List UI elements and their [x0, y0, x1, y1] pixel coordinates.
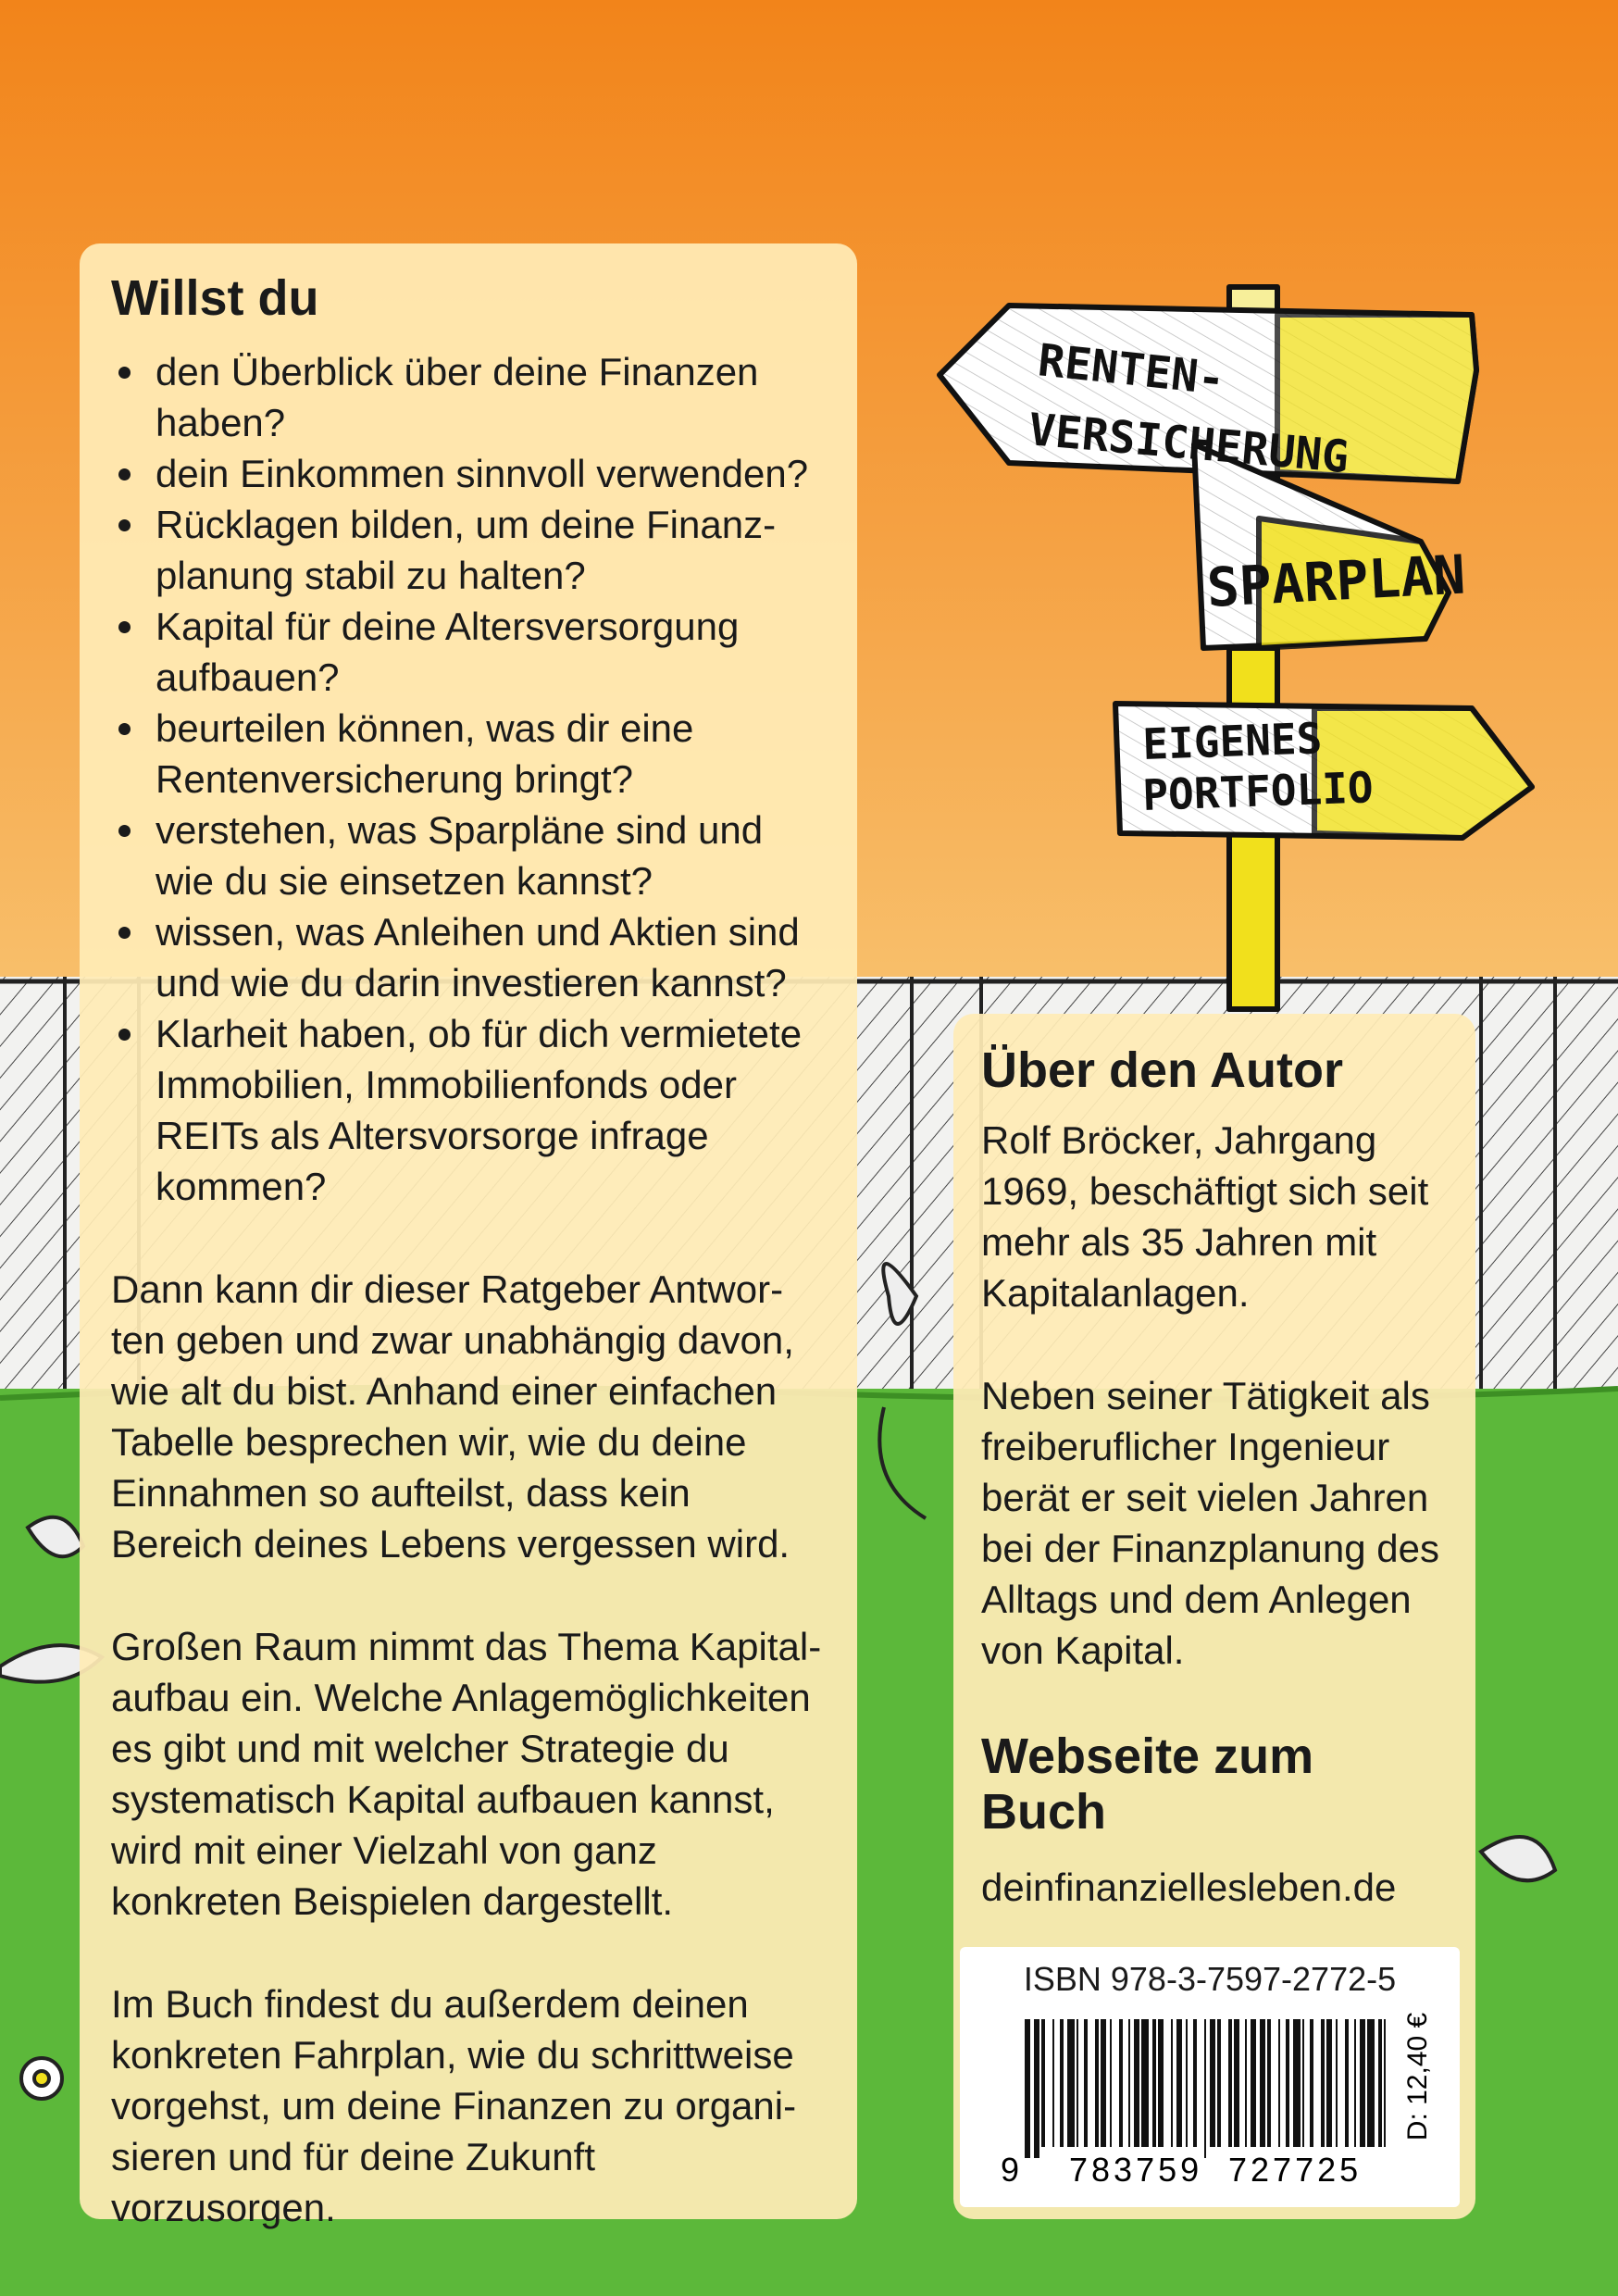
barcode-bar — [1378, 2019, 1382, 2147]
bullet-dot-icon — [118, 519, 131, 531]
list-item — [111, 906, 826, 1008]
barcode-bar — [1384, 2019, 1386, 2147]
sign-1-line-2: VERSICHERUNG — [1026, 404, 1351, 484]
barcode-bar — [1204, 2019, 1206, 2158]
barcode-bar — [1360, 2019, 1365, 2147]
barcode-digit-first: 9 — [1001, 2151, 1020, 2189]
intro-panel — [80, 243, 857, 2230]
list-item — [111, 703, 826, 805]
barcode-bar — [1128, 2019, 1130, 2147]
bullet-dot-icon — [118, 1029, 131, 1041]
list-item — [111, 601, 826, 703]
list-item — [111, 346, 826, 448]
intro-heading: Willst du — [111, 270, 319, 326]
barcode-box: ISBN 978-3-7597-2772-5 9 783759 727725 D: 12,40 € — [960, 1947, 1460, 2207]
barcode-bar — [1067, 2019, 1075, 2147]
list-item-text: Rücklagen bilden, um deine Finanz-planung stabil zu halten? — [156, 503, 777, 598]
barcode-bar — [1326, 2019, 1332, 2147]
barcode-bar — [1084, 2019, 1088, 2147]
bullet-dot-icon — [118, 468, 131, 480]
list-item-text: dein Einkommen sinnvoll verwenden? — [156, 452, 809, 496]
barcode-image — [1025, 2019, 1386, 2158]
barcode-bar — [1141, 2019, 1149, 2147]
about-paragraph-2: Neben seiner Tätigkeit als freiberuflicher Ingenieur berät er seit vielen Jahren bei der Finanzplanung des Alltags und dem Anlegen von Kapital. — [981, 1374, 1440, 1673]
list-item — [111, 805, 826, 906]
barcode-bar — [1251, 2019, 1256, 2147]
barcode-bar — [1278, 2019, 1280, 2147]
isbn-label: ISBN 978-3-7597-2772-5 — [1023, 1960, 1397, 1998]
barcode-bar — [1217, 2019, 1221, 2147]
barcode-bar — [1293, 2019, 1301, 2147]
about-paragraph-1: Rolf Bröcker, Jahrgang 1969, beschäftigt sich seit mehr als 35 Jahren mit Kapitalanlagen. — [981, 1118, 1429, 1316]
list-item-text: Klarheit haben, ob für dich vermietete Immobilien, Immobilienfonds oder REITs als Altersvorsorge infrage kommen? — [156, 1012, 803, 1209]
bullet-dot-icon — [118, 367, 131, 379]
barcode-bar — [1176, 2019, 1182, 2147]
barcode-bar — [1101, 2019, 1106, 2147]
list-item-text: Kapital für deine Altersversorgung aufbauen? — [156, 605, 740, 700]
barcode-bar — [1152, 2019, 1156, 2147]
barcode-bar — [1193, 2019, 1197, 2147]
barcode-bar — [1267, 2019, 1271, 2147]
barcode-bar — [1119, 2019, 1123, 2147]
sign-2-text: SPARPLAN — [1205, 543, 1467, 619]
barcode-digits-group-1: 783759 — [1069, 2151, 1203, 2189]
list-item-text: den Überblick über deine Finanzen haben? — [156, 350, 759, 445]
bullet-dot-icon — [118, 723, 131, 735]
barcode-bar — [1321, 2019, 1325, 2147]
sign-1-line-1: RENTEN- — [1035, 334, 1227, 406]
intro-paragraph-3: Im Buch findest du außerdem deinen konkreten Fahrplan, wie du schrittweise vorgehst, um deine Finanzen zu organi-sieren und für deine Zukunft vorzusorgen. — [111, 1982, 797, 2230]
barcode-bar — [1060, 2019, 1064, 2147]
intro-paragraph-2: Großen Raum nimmt das Thema Kapital-aufbau ein. Welche Anlagemöglichkeiten es gibt und mit welcher Strategie du systematisch Kapital aufbauen kannst, wird mit einer Vielzahl von ganz konkreten Beispielen dargestellt. — [111, 1625, 822, 1924]
barcode-bar — [1367, 2019, 1375, 2147]
barcode-bar — [1336, 2019, 1338, 2147]
bullet-dot-icon — [118, 927, 131, 939]
barcode-bar — [1110, 2019, 1112, 2147]
barcode-bar — [1034, 2019, 1039, 2158]
barcode-digits-group-2: 727725 — [1228, 2151, 1363, 2189]
barcode-bar — [1310, 2019, 1313, 2147]
bullet-dot-icon — [118, 825, 131, 837]
barcode-bar — [1025, 2019, 1030, 2158]
barcode-bar — [1095, 2019, 1099, 2147]
list-item-text: beurteilen können, was dir eine Rentenversicherung bringt? — [156, 706, 694, 802]
website-heading: Webseite zum Buch — [981, 1728, 1314, 1840]
intro-paragraph-1: Dann kann dir dieser Ratgeber Antwor-ten geben und zwar unabhängig davon, wie alt du bist. Anhand einer einfachen Tabelle besprechen wir, wie du deine Einnahmen so aufteilst, dass kein Bereich deines Lebens vergessen wird. — [111, 1267, 794, 1566]
list-item-text: verstehen, was Sparpläne sind und wie du sie einsetzen kannst? — [156, 808, 764, 904]
website-url[interactable]: deinfinanziellesleben.de — [981, 1866, 1397, 1910]
barcode-bar — [1210, 2019, 1215, 2147]
list-item — [111, 499, 826, 601]
barcode-bar — [1245, 2019, 1247, 2147]
sign-3-line-1: EIGENES — [1141, 713, 1324, 769]
barcode-bar — [1134, 2019, 1139, 2147]
list-item — [111, 448, 826, 499]
about-heading: Über den Autor — [981, 1042, 1343, 1098]
barcode-bar — [1077, 2019, 1078, 2147]
list-item — [111, 1008, 826, 1212]
barcode-bar — [1354, 2019, 1356, 2147]
barcode-bar — [1286, 2019, 1289, 2147]
list-item-text: wissen, was Anleihen und Aktien sind und wie du darin investieren kannst? — [156, 910, 800, 1005]
barcode-bar — [1041, 2019, 1045, 2147]
bullet-dot-icon — [118, 621, 131, 633]
barcode-bar — [1234, 2019, 1239, 2147]
barcode-bar — [1260, 2019, 1265, 2147]
barcode-bar — [1186, 2019, 1188, 2147]
sign-3-line-2: PORTFOLIO — [1141, 762, 1375, 820]
intro-bullet-list — [111, 346, 826, 1212]
barcode-bar — [1158, 2019, 1164, 2147]
barcode-bar — [1228, 2019, 1232, 2147]
barcode-bar — [1345, 2019, 1349, 2147]
barcode-bar — [1052, 2019, 1054, 2147]
barcode-bar — [1302, 2019, 1304, 2147]
barcode-bar — [1171, 2019, 1173, 2147]
